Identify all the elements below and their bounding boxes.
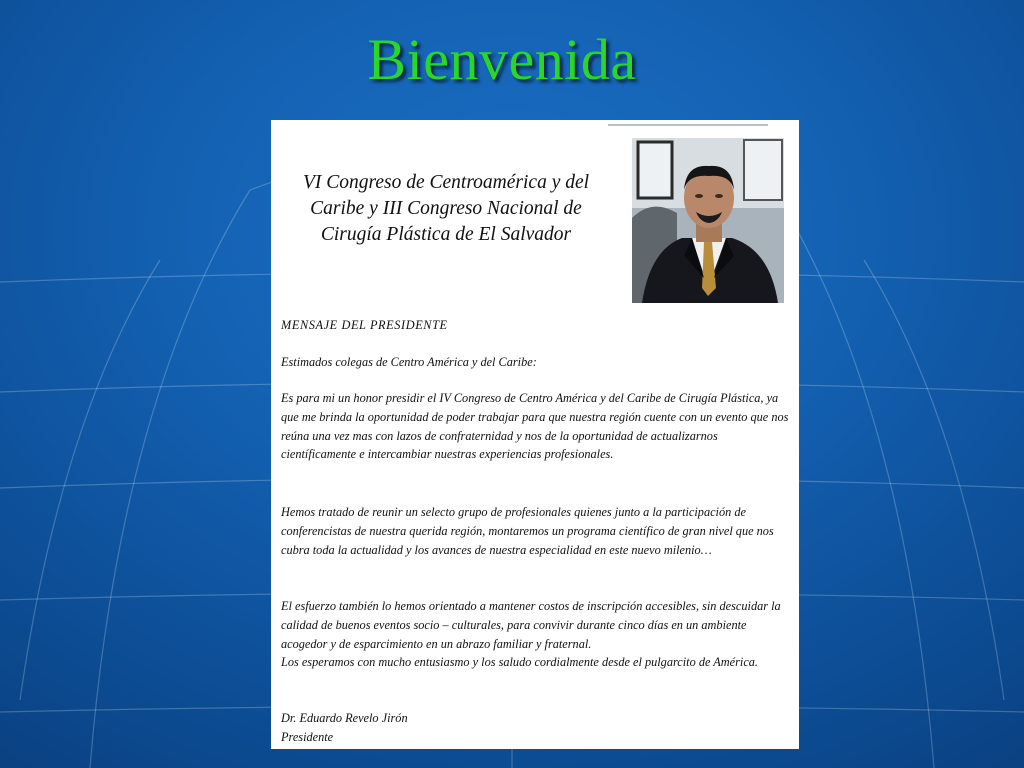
signature <box>281 709 791 747</box>
signature-role: Presidente <box>281 729 334 744</box>
photo-frame-line <box>608 124 768 126</box>
message-paragraph-3: El esfuerzo también lo hemos orientado a mantener costos de inscripción accesibles, sin descuidar la calidad de buenos eventos socio – culturales, para convivir durante cinco días en un ambiente acogedor y de esparcimiento en un abrazo familiar y fraternal. Los esperamos con mucho entusiasmo y los saludo cordialmente desde el pulgarcito de América. <box>281 599 781 670</box>
slide-title: Bienvenida <box>367 27 637 92</box>
message-paragraph-2: Hemos tratado de reunir un selecto grupo de profesionales quienes junto a la participación de conferencistas de nuestra querida región, montaremos un programa científico de gran nivel que nos cubra toda la actualidad y los avances de nuestra especialidad en este nuevo milenio… <box>281 505 774 557</box>
message-heading: MENSAJE DEL PRESIDENTE <box>281 318 448 332</box>
greeting-text: Estimados colegas de Centro América y del Caribe: <box>281 355 537 369</box>
signature-name: Dr. Eduardo Revelo Jirón <box>281 711 408 725</box>
president-photo <box>632 138 784 303</box>
congress-title: VI Congreso de Centroamérica y del Caribe y III Congreso Nacional de Cirugía Plástica de El Salvador <box>302 172 590 245</box>
message-paragraph-1: Es para mi un honor presidir el IV Congreso de Centro América y del Caribe de Cirugía Plástica, ya que me brinda la oportunidad de poder trabajar para que nuestra región cuente con un evento que nos reúna una vez mas con lazos de confraternidad y nos de la oportunidad de actualizarnos científicamente e intercambiar nuestras experiencias profesionales. <box>281 391 789 462</box>
welcome-document <box>271 120 799 749</box>
